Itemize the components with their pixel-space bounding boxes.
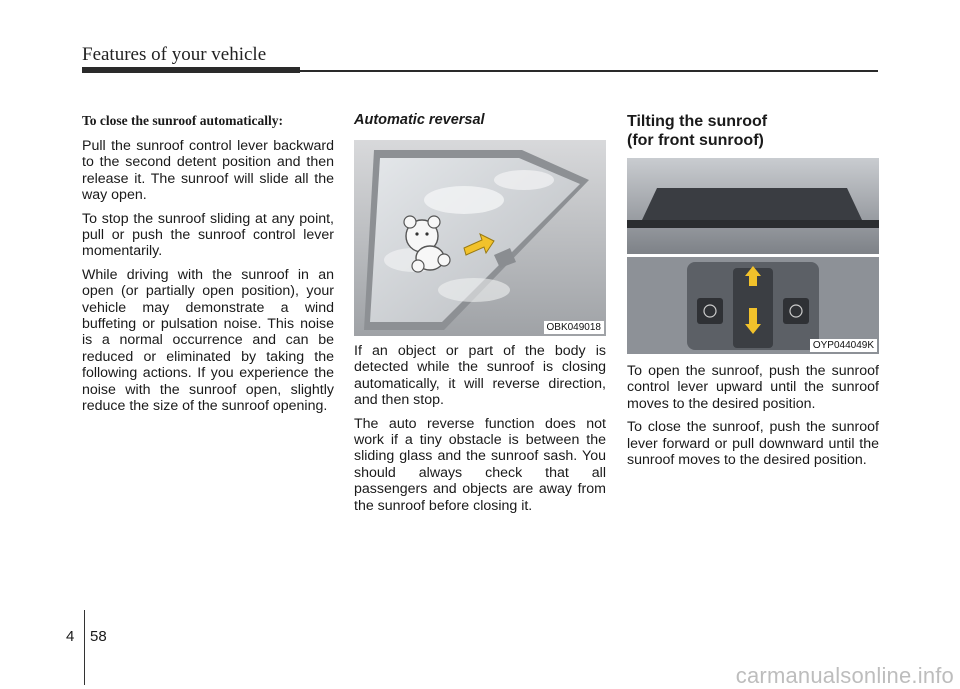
paragraph: To close the sunroof, push the sunroof lever forward or pull downward until the sunroof moves to the desired position.	[627, 419, 879, 469]
column-3-text	[627, 363, 879, 475]
sunroof-reversal-illustration	[354, 140, 606, 336]
paragraph: If an object or part of the body is detected while the sunroof is closing automatically, it will reverse direction, and then stop.	[354, 343, 606, 409]
header-rule-thick	[82, 67, 300, 73]
figure-code: OBK049018	[544, 321, 605, 334]
column-2-text	[354, 343, 606, 521]
page-header-title: Features of your vehicle	[82, 44, 267, 65]
automatic-reversal-heading: Automatic reversal	[354, 112, 485, 128]
sunroof-tilt-illustration	[627, 158, 879, 354]
footer-rule	[84, 610, 85, 685]
figure-code: OYP044049K	[810, 339, 877, 352]
header-rule-thin	[300, 70, 878, 72]
page-number: 58	[90, 628, 107, 645]
sunroof-reversal-figure	[354, 140, 606, 336]
paragraph: To open the sunroof, push the sunroof control lever upward until the sunroof moves to the desired position.	[627, 363, 879, 412]
paragraph: While driving with the sunroof in an open (or partially open position), your vehicle may demonstrate a wind buffeting or pulsation noise. This noise is a normal occurrence and can be reduced or eliminated by taking the following actions. If you experience the noise with the sunroof open, slightly reduce the size of the sunroof opening.	[82, 266, 334, 415]
paragraph: To stop the sunroof sliding at any point, pull or push the sunroof control lever momentarily.	[82, 210, 334, 260]
column-1-text	[82, 138, 334, 422]
paragraph: The auto reverse function does not work if a tiny obstacle is between the sliding glass and the sunroof sash. You should always check that all passengers and objects are away from the sunroof before closing it.	[354, 415, 606, 514]
close-automatically-heading: To close the sunroof automatically:	[82, 113, 283, 128]
sunroof-tilt-figure	[627, 158, 879, 354]
tilting-sunroof-heading: Tilting the sunroof (for front sunroof)	[627, 113, 768, 149]
chapter-number: 4	[66, 628, 75, 645]
paragraph: Pull the sunroof control lever backward to the second detent position and then release it. The sunroof will slide all the way open.	[82, 138, 334, 204]
site-watermark: carmanualsonline.info	[735, 663, 954, 688]
